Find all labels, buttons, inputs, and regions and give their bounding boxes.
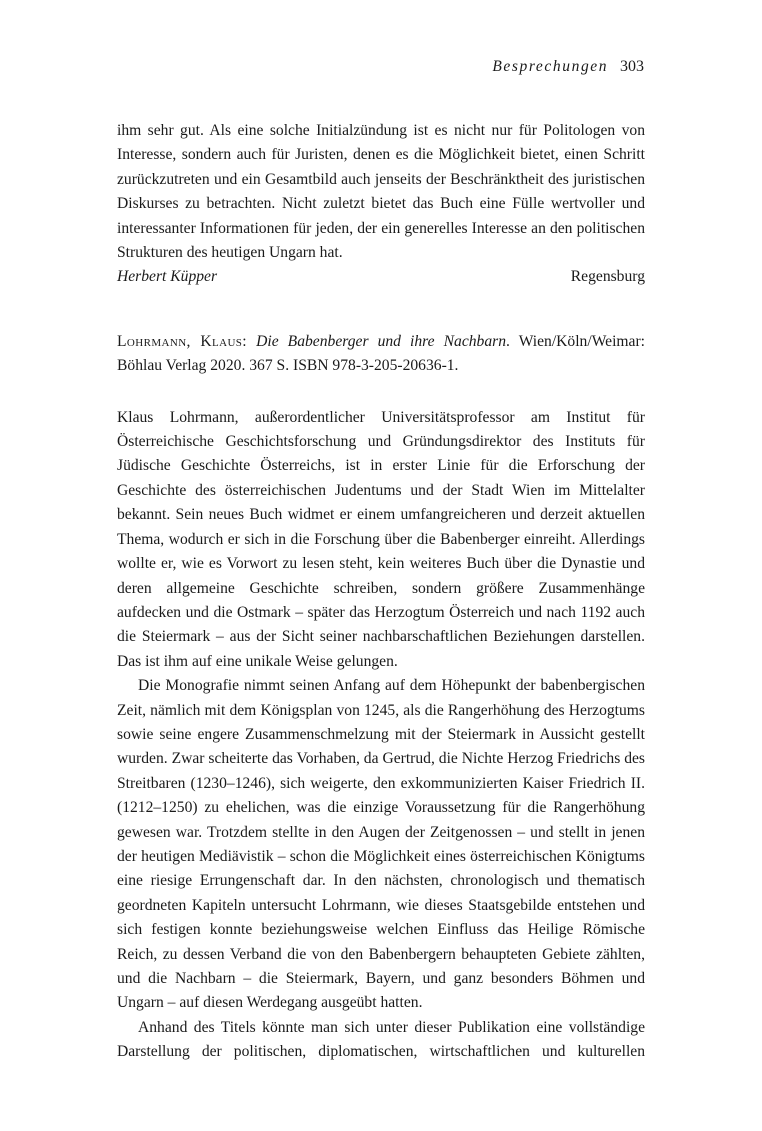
page-body [117,119,645,1065]
citation-title: Die Babenberger und ihre Nachbarn [256,332,507,350]
reviewer-name: Herbert Küpper [117,268,218,286]
running-head [492,58,644,76]
reviewer-signature [117,265,645,289]
citation-details: . Wien/Köln/Weimar: Böhlau Verlag 2020. 367 S. ISBN 978-3-205-20636-1. [117,332,645,375]
book-citation [117,330,645,379]
citation-author: Lohrmann, Klaus: [117,332,248,350]
page-number: 303 [620,58,644,75]
reviewer-place: Regensburg [570,268,645,286]
review-paragraph-1: Klaus Lohrmann, außerordentlicher Universitätsprofessor am Institut für Österreichische Geschichtsforschung und Gründungsdirektor des Instituts für Jüdische Geschichte Österreichs, ist in erster Linie für die Erforschung der Geschichte des österreichischen Judentums und der Stadt Wien im Mittelalter bekannt. Sein neues Buch widmet er einem umfangreicheren und derzeit aktuellen Thema, wodurch er sich in die Forschung über die Babenberger einreiht. Allerdings wollte er, wie es Vorwort zu lesen steht, kein weiteres Buch über die Dynastie und deren allgemeine Geschichte schreiben, sondern größere Zusammenhänge aufdecken und die Ostmark – später das Herzogtum Österreich und nach 1192 auch die Steiermark – aus der Sicht seiner nachbarschaftlichen Beziehungen darstellen. Das ist ihm auf eine unikale Weise gelungen. [117,408,645,670]
running-head-section: Besprechungen [492,58,609,75]
review-paragraph-3: Anhand des Titels könnte man sich unter dieser Publikation eine vollständige Darstellung der politischen, diplomatischen, wirtschaftlichen und kulturellen [117,1018,645,1061]
previous-review-closing: ihm sehr gut. Als eine solche Initialzündung ist es nicht nur für Politologen von Interesse, sondern auch für Juristen, denen es die Möglichkeit bietet, einen Schritt zurückzutreten und ein Gesamtbild auch jenseits der Beschränktheit des juristischen Diskurses zu betrachten. Nicht zuletzt bietet das Buch eine Fülle wertvoller und interessanter Informationen für jeden, der ein generelles Interesse an den politischen Strukturen des heutigen Ungarn hat. [117,122,645,262]
review-paragraph-2: Die Monografie nimmt seinen Anfang auf dem Höhepunkt der babenbergischen Zeit, nämlich mit dem Königsplan von 1245, als die Rangerhöhung des Herzogtums sowie seine engere Zusammenschmelzung mit der Steiermark in Aussicht gestellt wurden. Zwar scheiterte das Vorhaben, da Gertrud, die Nichte Herzog Friedrichs des Streitbaren (1230–1246), sich weigerte, den exkommunizierten Kaiser Friedrich II. (1212–1250) zu ehelichen, was die einzige Voraussetzung für die Rangerhöhung gewesen war. Trotzdem stellte in den Augen der Zeitgenossen – und stellt in jenen der heutigen Mediävistik – schon die Möglichkeit eines österreichischen Königtums eine riesige Errungenschaft dar. In den nächsten, chronologisch und thematisch geordneten Kapiteln untersucht Lohrmann, wie dieses Staatsgebilde entstehen und sich festigen konnte beziehungsweise welchen Einfluss das Heilige Römische Reich, zu dessen Verband die von den Babenbergern behaupteten Gebiete zählten, und die Nachbarn – die Steiermark, Bayern, und ganz besonders Böhmen und Ungarn – auf diesen Werdegang ausgeübt hatten. [117,677,645,1012]
